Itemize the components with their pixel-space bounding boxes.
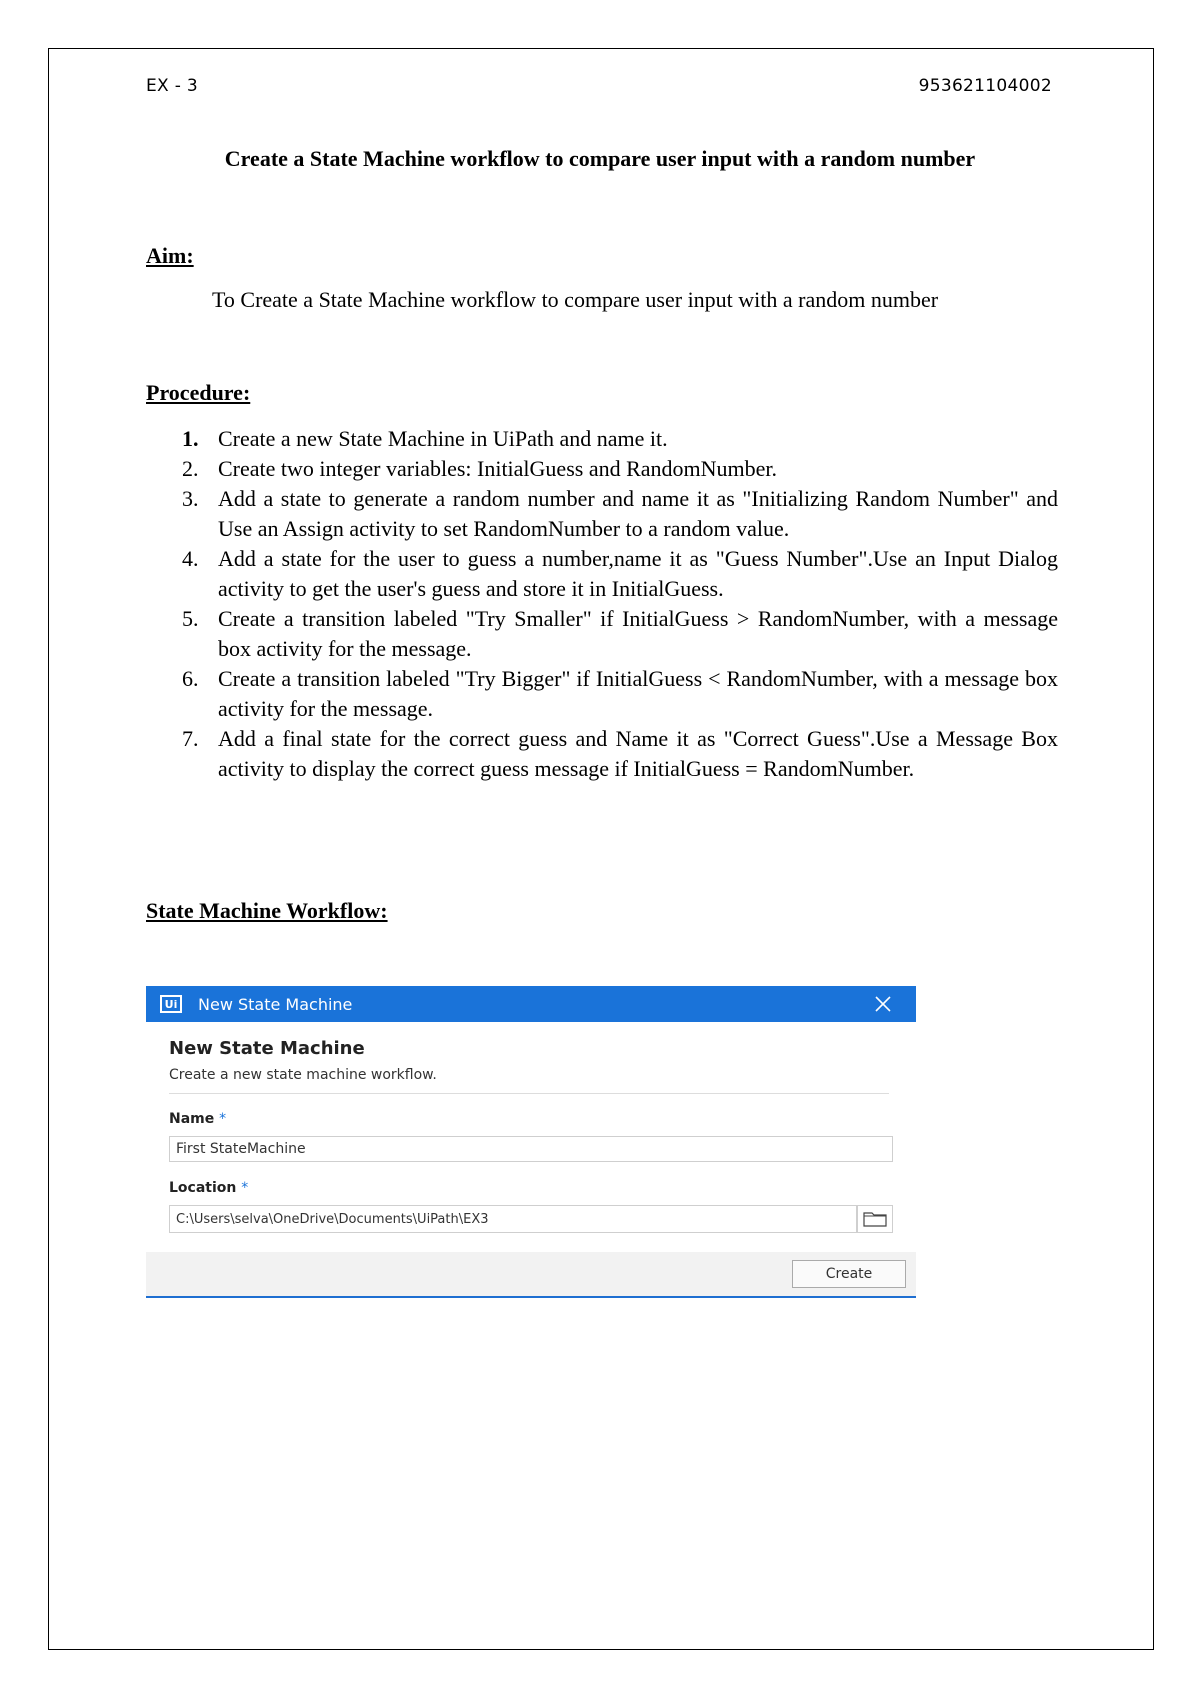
dialog-window-title: New State Machine (198, 994, 353, 1014)
step-text: Create a new State Machine in UiPath and name it. (218, 426, 668, 451)
step-text: Create a transition labeled "Try Bigger" if InitialGuess < RandomNumber, with a message box activity for the message. (218, 666, 1058, 721)
procedure-step (182, 484, 1058, 544)
procedure-heading: Procedure: (146, 380, 251, 405)
step-text: Add a final state for the correct guess and Name it as "Correct Guess".Use a Message Box activity to display the correct guess message if InitialGuess = RandomNumber. (218, 726, 1058, 781)
step-text: Add a state to generate a random number and name it as "Initializing Random Number" and Use an Assign activity to set RandomNumber to a random value. (218, 486, 1058, 541)
dialog-heading: New State Machine (169, 1038, 365, 1059)
dialog-footer (146, 1252, 916, 1296)
roll-number: 953621104002 (918, 76, 1052, 96)
required-mark: * (241, 1180, 249, 1196)
step-text: Create two integer variables: InitialGuess and RandomNumber. (218, 456, 778, 481)
folder-icon (863, 1211, 887, 1227)
step-number: 6. (182, 666, 199, 691)
procedure-step (182, 724, 1058, 784)
procedure-list (182, 424, 1058, 784)
dialog-divider (169, 1093, 889, 1094)
exercise-number: EX - 3 (146, 76, 198, 96)
procedure-step (182, 604, 1058, 664)
aim-heading: Aim: (146, 243, 194, 268)
step-number: 5. (182, 606, 199, 631)
step-text: Create a transition labeled "Try Smaller" if InitialGuess > RandomNumber, with a message box activity for the message. (218, 606, 1058, 661)
procedure-step (182, 454, 1058, 484)
location-input[interactable] (169, 1205, 857, 1233)
aim-text: To Create a State Machine workflow to compare user input with a random number (212, 287, 939, 312)
dialog-subtitle: Create a new state machine workflow. (169, 1067, 437, 1083)
new-state-machine-dialog (146, 986, 916, 1298)
location-label (169, 1180, 248, 1196)
uipath-logo-icon: Ui (160, 995, 182, 1013)
create-button[interactable]: Create (792, 1260, 906, 1288)
step-number: 1. (182, 426, 199, 451)
procedure-step (182, 544, 1058, 604)
required-mark: * (219, 1111, 227, 1127)
document-title: Create a State Machine workflow to compare user input with a random number (224, 146, 976, 171)
dialog-titlebar (146, 986, 916, 1022)
procedure-step (182, 664, 1058, 724)
close-icon[interactable] (872, 993, 894, 1015)
browse-folder-button[interactable] (857, 1205, 893, 1233)
procedure-step (182, 424, 1058, 454)
name-input[interactable] (169, 1136, 893, 1162)
name-label (169, 1111, 226, 1127)
name-label-text: Name (169, 1111, 215, 1127)
step-number: 4. (182, 546, 199, 571)
step-number: 2. (182, 456, 199, 481)
step-number: 7. (182, 726, 199, 751)
step-text: Add a state for the user to guess a number,name it as "Guess Number".Use an Input Dialog activity to get the user's guess and store it in InitialGuess. (218, 546, 1058, 601)
location-label-text: Location (169, 1180, 237, 1196)
workflow-heading: State Machine Workflow: (146, 898, 388, 923)
step-number: 3. (182, 486, 199, 511)
